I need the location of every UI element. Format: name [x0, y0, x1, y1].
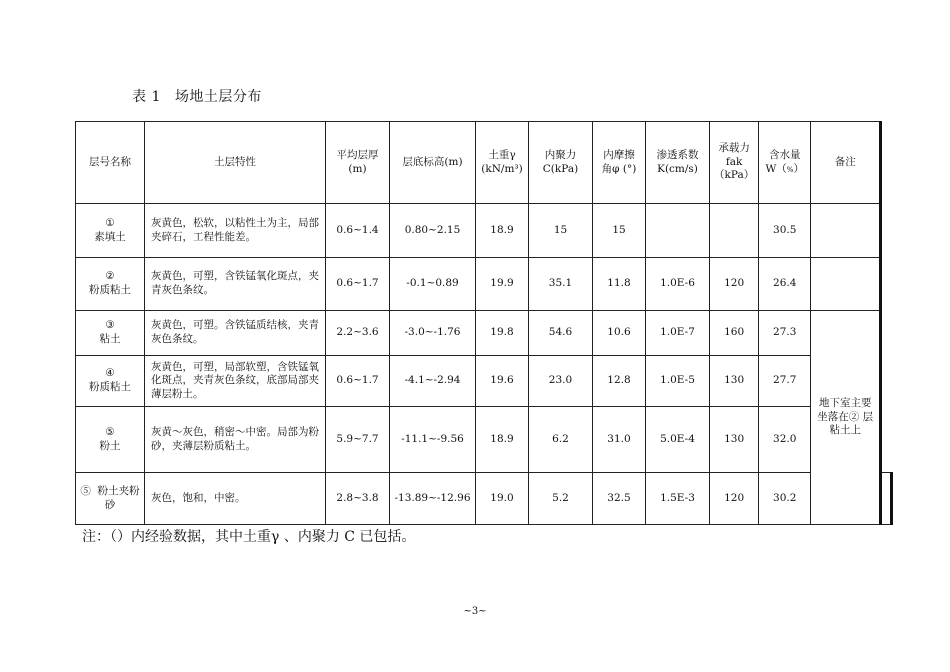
header-water-content: 含水量 W（%） — [759, 122, 811, 204]
table-row — [76, 473, 892, 525]
layer-cohesion: 6.2 — [529, 407, 593, 473]
layer-name: ⑤ 粉土夹粉砂 — [76, 473, 145, 525]
layer-name: ② 粉质粘土 — [76, 258, 145, 311]
layer-unit-weight: 19.8 — [476, 311, 529, 356]
layer-bottom-elevation: -3.0~-1.76 — [390, 311, 476, 356]
layer-cohesion: 5.2 — [529, 473, 593, 525]
layer-permeability: 1.0E-6 — [646, 258, 710, 311]
layer-friction-angle: 32.5 — [593, 473, 646, 525]
layer-water-content: 30.5 — [759, 204, 811, 258]
header-elevation: 层底标高(m) — [390, 122, 476, 204]
header-friction-angle: 内摩擦 角φ (°) — [593, 122, 646, 204]
header-thickness: 平均层厚 (m) — [326, 122, 390, 204]
header-remark: 备注 — [811, 122, 881, 204]
layer-thickness: 0.6~1.7 — [326, 356, 390, 407]
layer-bottom-elevation: -11.1~-9.56 — [390, 407, 476, 473]
layer-water-content: 27.3 — [759, 311, 811, 356]
table-row — [76, 204, 892, 258]
layer-bearing-capacity: 130 — [710, 407, 759, 473]
layer-bearing-capacity: 160 — [710, 311, 759, 356]
header-desc: 土层特性 — [145, 122, 326, 204]
layer-water-content: 27.7 — [759, 356, 811, 407]
layer-thickness: 2.8~3.8 — [326, 473, 390, 525]
table-caption — [132, 86, 262, 106]
layer-cohesion: 54.6 — [529, 311, 593, 356]
layer-name: ⑤ 粉土 — [76, 407, 145, 473]
layer-cohesion: 35.1 — [529, 258, 593, 311]
layer-friction-angle: 12.8 — [593, 356, 646, 407]
layer-bottom-elevation: -4.1~-2.94 — [390, 356, 476, 407]
layer-description: 灰黄色，松软，以粘性土为主，局部夹碎石，工程性能差。 — [145, 204, 326, 258]
layer-cohesion: 15 — [529, 204, 593, 258]
layer-unit-weight: 19.6 — [476, 356, 529, 407]
header-name: 层号名称 — [76, 122, 145, 204]
table-note: 注：（）内经验数据，其中土重γ 、内聚力 C 已包括。 — [82, 529, 416, 545]
layer-cohesion: 23.0 — [529, 356, 593, 407]
header-bearing-capacity: 承载力 fak （kPa） — [710, 122, 759, 204]
layer-thickness: 2.2~3.6 — [326, 311, 390, 356]
layer-description: 灰黄色，可塑，含铁锰氧化斑点，夹青灰色条纹。 — [145, 258, 326, 311]
layer-permeability — [646, 204, 710, 258]
layer-friction-angle: 11.8 — [593, 258, 646, 311]
table-row — [76, 356, 892, 407]
table-title: 场地土层分布 — [174, 89, 262, 105]
layer-bottom-elevation: -0.1~0.89 — [390, 258, 476, 311]
layer-description: 灰色，饱和，中密。 — [145, 473, 326, 525]
layer-thickness: 0.6~1.4 — [326, 204, 390, 258]
layer-permeability: 1.0E-7 — [646, 311, 710, 356]
layer-unit-weight: 19.9 — [476, 258, 529, 311]
layer-unit-weight: 18.9 — [476, 407, 529, 473]
layer-bearing-capacity: 120 — [710, 473, 759, 525]
header-row — [76, 122, 892, 204]
table-row — [76, 258, 892, 311]
layer-water-content: 32.0 — [759, 407, 811, 473]
layer-unit-weight: 19.0 — [476, 473, 529, 525]
header-cohesion: 内聚力 C(kPa) — [529, 122, 593, 204]
layer-bearing-capacity: 120 — [710, 258, 759, 311]
layer-permeability: 5.0E-4 — [646, 407, 710, 473]
table-row — [76, 407, 892, 473]
layer-description: 灰黄色，可塑。含铁锰质结核，夹青灰色条纹。 — [145, 311, 326, 356]
layer-bottom-elevation: 0.80~2.15 — [390, 204, 476, 258]
layer-description: 灰黄～灰色，稍密～中密。局部为粉砂，夹薄层粉质粘土。 — [145, 407, 326, 473]
layer-remark — [881, 473, 892, 525]
layer-name: ① 素填土 — [76, 204, 145, 258]
layer-bearing-capacity: 130 — [710, 356, 759, 407]
layer-friction-angle: 31.0 — [593, 407, 646, 473]
layer-description: 灰黄色，可塑，局部软塑，含铁锰氧化斑点，夹青灰色条纹，底部局部夹薄层粉土。 — [145, 356, 326, 407]
layer-name: ③ 粘土 — [76, 311, 145, 356]
page-number: ~3~ — [463, 606, 487, 617]
layer-thickness: 0.6~1.7 — [326, 258, 390, 311]
merged-remark: 地下室主要坐落在② 层粘土上 — [811, 311, 881, 525]
table-row — [76, 311, 892, 356]
header-permeability: 渗透系数 K(cm/s) — [646, 122, 710, 204]
layer-name: ④ 粉质粘土 — [76, 356, 145, 407]
layer-friction-angle: 15 — [593, 204, 646, 258]
layer-unit-weight: 18.9 — [476, 204, 529, 258]
layer-water-content: 30.2 — [759, 473, 811, 525]
layer-remark — [811, 258, 881, 311]
layer-bearing-capacity — [710, 204, 759, 258]
header-unit-weight: 土重γ (kN/m³) — [476, 122, 529, 204]
layer-bottom-elevation: -13.89~-12.96 — [390, 473, 476, 525]
soil-layer-table — [75, 121, 893, 525]
table-number: 表 1 — [132, 89, 161, 105]
layer-thickness: 5.9~7.7 — [326, 407, 390, 473]
layer-friction-angle: 10.6 — [593, 311, 646, 356]
layer-water-content: 26.4 — [759, 258, 811, 311]
layer-remark — [811, 204, 881, 258]
layer-permeability: 1.5E-3 — [646, 473, 710, 525]
layer-permeability: 1.0E-5 — [646, 356, 710, 407]
